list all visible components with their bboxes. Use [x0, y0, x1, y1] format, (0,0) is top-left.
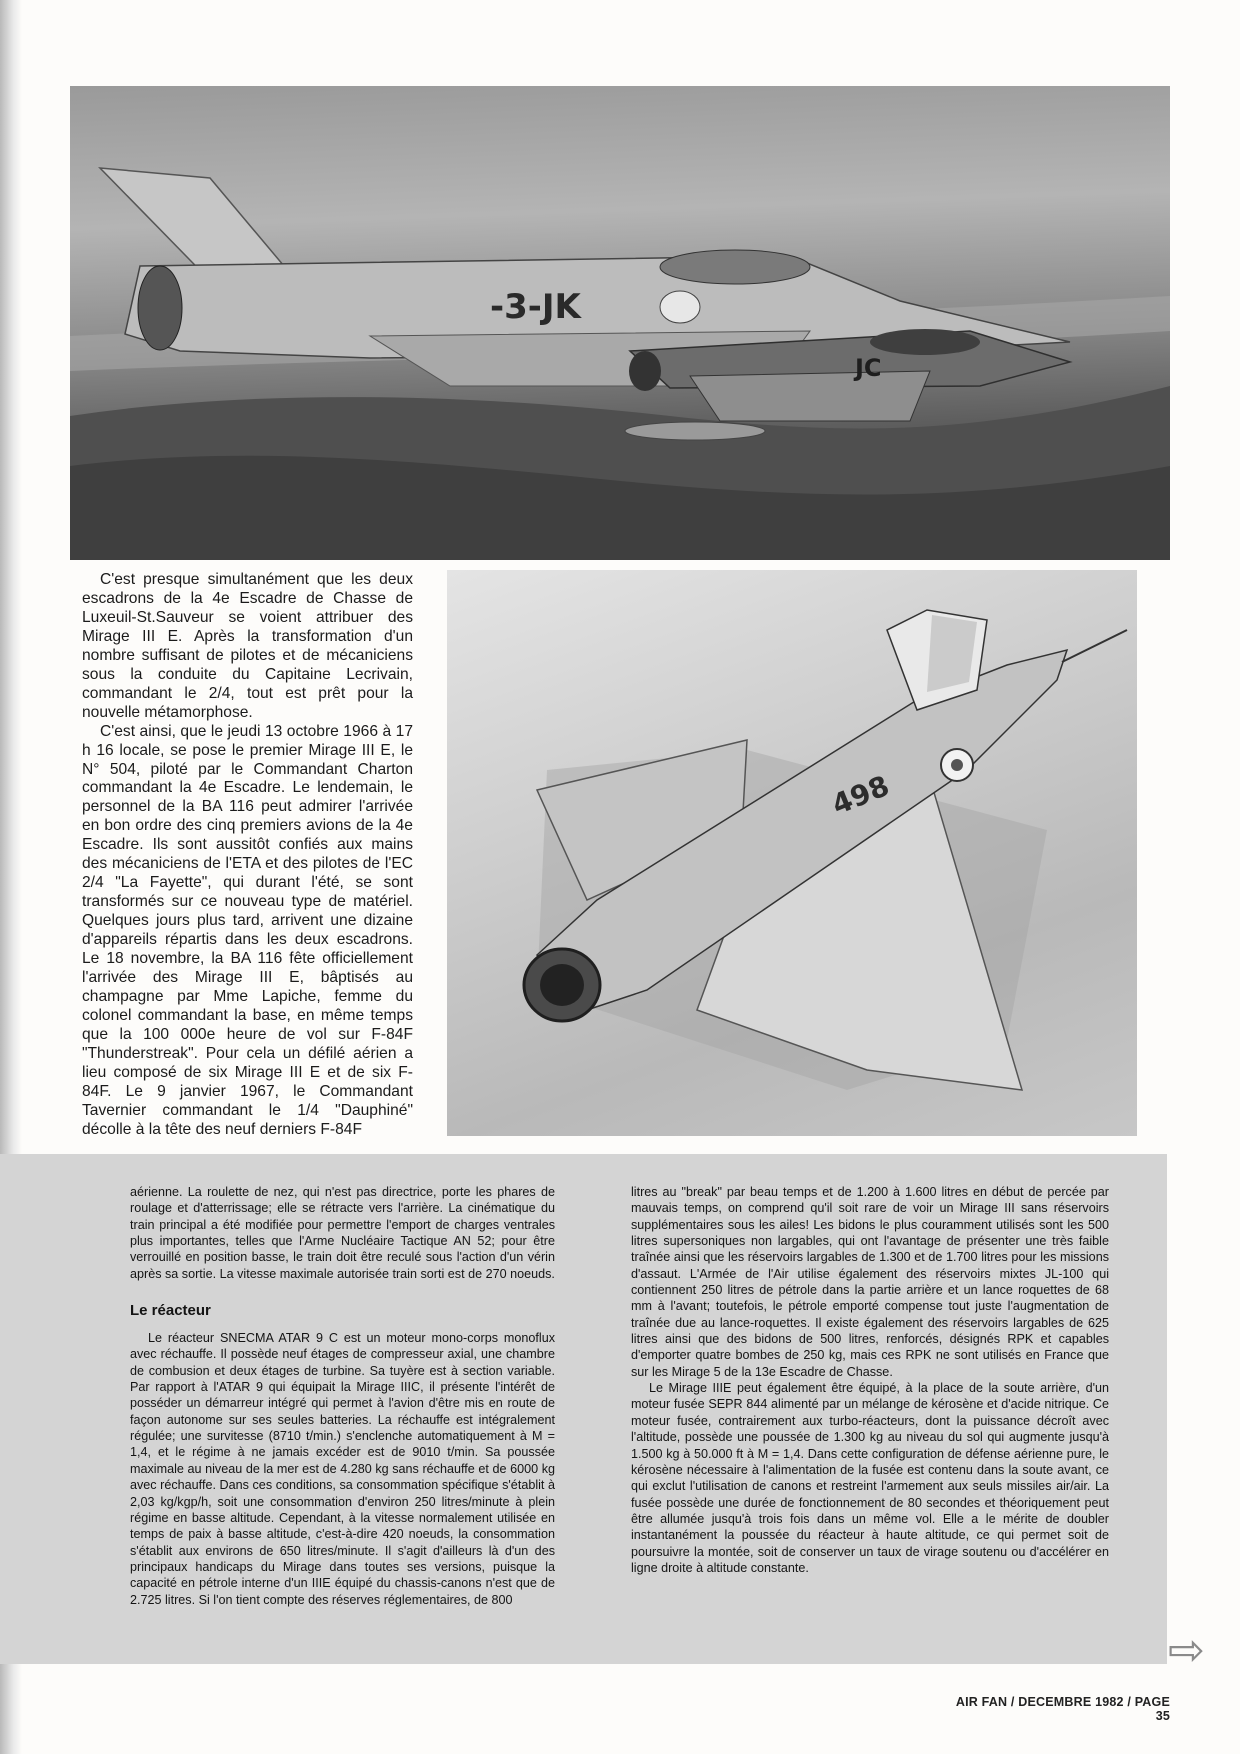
- section-heading-reacteur: Le réacteur: [130, 1302, 211, 1320]
- photo-mirage-parked: [447, 570, 1137, 1136]
- second-aircraft-code: JC: [855, 354, 882, 382]
- left-paragraph: aérienne. La roulette de nez, qui n'est pas directrice, porte les phares de roulage et d'atterrissage; elle se rétracte vers l'arrière. La cinématique du train principal a été modifiée pour permettre l'emport de charges ventrales plus importantes, telles que l'Arme Nucléaire Tactique AN 52; pour être verrouillé en position basse, le train doit être reculé sous l'action d'un vérin après sa sortie. La vitesse maximale autorisée train sorti est de 270 noeuds.: [130, 1185, 555, 1281]
- intro-paragraph: C'est presque simultanément que les deux escadrons de la 4e Escadre de Chasse de Luxeuil-St.Sauveur se voient attribuer des Mirage III E. Après la transformation d'un nombre suffisant de pilotes et de mécaniciens sous la conduite du Capitaine Lecrivain, commandant le 2/4, tout est prêt pour la nouvelle métamorphose.: [82, 571, 413, 721]
- article-right-column: [631, 1184, 1109, 1576]
- article-left-column: [130, 1184, 555, 1608]
- photo-mirage-formation-art: [70, 86, 1170, 560]
- intro-text-column: [82, 571, 413, 1140]
- photo-mirage-formation: [70, 86, 1170, 560]
- intro-paragraph: C'est ainsi, que le jeudi 13 octobre 1966 à 17 h 16 locale, se pose le premier Mirage III E, le N° 504, piloté par le Commandant Charton commandant la 4e Escadre. Le lendemain, le personnel de la BA 116 peut admirer l'arrivée en bon ordre des cinq premiers avions de la 4e Escadre. Ils sont aussitôt confiés aux mains des mécaniciens de l'ETA et des pilotes de l'EC 2/4 "La Fayette", qui durant l'été, se sont transformés sur ce nouveau type de matériel. Quelques jours plus tard, arrivent une dizaine d'appareils répartis dans les deux escadrons. Le 18 novembre, la BA 116 fête officiellement l'arrivée des Mirage III E, bâptisés au champagne par Mme Lapiche, femme du colonel commandant la base, en même temps que la 100 000e heure de vol sur F-84F "Thunderstreak". Pour cela un défilé aérien a lieu composé de six Mirage III E et de six F-84F. Le 9 janvier 1967, le Commandant Tavernier commandant le 1/4 "Dauphiné" décolle à la tête des neuf derniers F-84F: [82, 722, 413, 1138]
- side-aircraft-number: 498: [827, 768, 894, 822]
- right-paragraph: litres au "break" par beau temps et de 1.200 à 1.600 litres en début de percée par mauvais temps, on comprend qu'il soit rare de voir un Mirage III sans réservoirs supplémentaires sous les ailes! Les bidons le plus couramment utilisés sont les 500 litres supersoniques non largables, qui ont l'avantage de présenter une très faible traînée ainsi que les réservoirs largables de 1.300 et de 1.700 litres pour les missions d'assaut. L'Armée de l'Air utilise également des réservoirs mixtes JL-100 qui contiennent 250 litres de pétrole dans la partie arrière et un lance roquettes de 68 mm à l'avant; toutefois, le pétrole emporté compense tout juste l'augmentation de traînée due au lance-roquettes. Il existe également des réservoirs largables de 625 litres ainsi que des bidons de 500 litres, renforcés, désignés RPK et capables d'emporter quatre bombes de 250 kg, mais ces RPK ne sont utilisés en France que sur les Mirage 5 de la 13e Escadre de Chasse.: [631, 1185, 1109, 1379]
- lead-aircraft-code: -3-JK: [490, 287, 581, 327]
- page-footer: AIR FAN / DECEMBRE 1982 / PAGE 35: [955, 1695, 1170, 1723]
- left-paragraph: Le réacteur SNECMA ATAR 9 C est un moteur mono-corps monoflux avec réchauffe. Il possède neuf étages de compresseur axial, une chambre de combusion et deux étages de turbine. Sa tuyère est à section variable. Par rapport à l'ATAR 9 qui équipait la Mirage IIIC, il présente l'intérêt de posséder un démarreur intégré qui permet à l'avion d'être mis en route de façon autonome sur ses seules batteries. La réchauffe est intégralement régulée; une survitesse (8710 t/min.) s'enclenche automatiquement à M = 1,4, et le régime à ne jamais excéder est de 9010 t/min. Sa poussée maximale au niveau de la mer est de 4.280 kg sans réchauffe et de 6000 kg avec réchauffe. Dans ces conditions, sa consommation spécifique s'établit à 2,03 kg/kgp/h, soit une consommation d'environ 250 litres/minute à plein régime en basse altitude. Cependant, à la vitesse normalement utilisée en temps de paix à basse altitude, c'est-à-dire 420 noeuds, la consommation s'établit aux environs de 650 litres/minute. Il s'agit d'ailleurs là d'un des principaux handicaps du Mirage dans toutes ses versions, puisque la capacité en pétrole interne d'un IIIE équipé du chassis-canons n'est que de 2.725 litres. Si l'on tient compte des réserves réglementaires, de 800: [130, 1331, 555, 1607]
- arrow-right-icon[interactable]: ⇨: [1168, 1625, 1205, 1676]
- photo-mirage-parked-art: [447, 570, 1137, 1136]
- right-paragraph: Le Mirage IIIE peut également être équipé, à la place de la soute arrière, d'un moteur fusée SEPR 844 alimenté par un mélange de kérosène et d'acide nitrique. Ce moteur fusée, contrairement aux turbo-réacteurs, dont la puissance décroît avec l'altitude, possède une poussée de 1.300 kg au niveau du sol qui augmente jusqu'à 1.500 kg à 50.000 ft à M = 1,4. Dans cette configuration de défense aérienne pure, le kérosène nécessaire à l'alimentation de la fusée est contenu dans la soute avant, ce qui exclut l'utilisation de canons et restreint l'armement aux seuls missiles air/air. La fusée possède une durée de fonctionnement de 80 secondes et théoriquement peut être allumée jusqu'à trois fois dans un même vol. Elle a le mérite de doubler instantanément la poussée du réacteur à haute altitude, ce qui permet soit de poursuivre la montée, soit de conserver un taux de virage soutenu ou d'accélérer en ligne droite à altitude constante.: [631, 1381, 1109, 1575]
